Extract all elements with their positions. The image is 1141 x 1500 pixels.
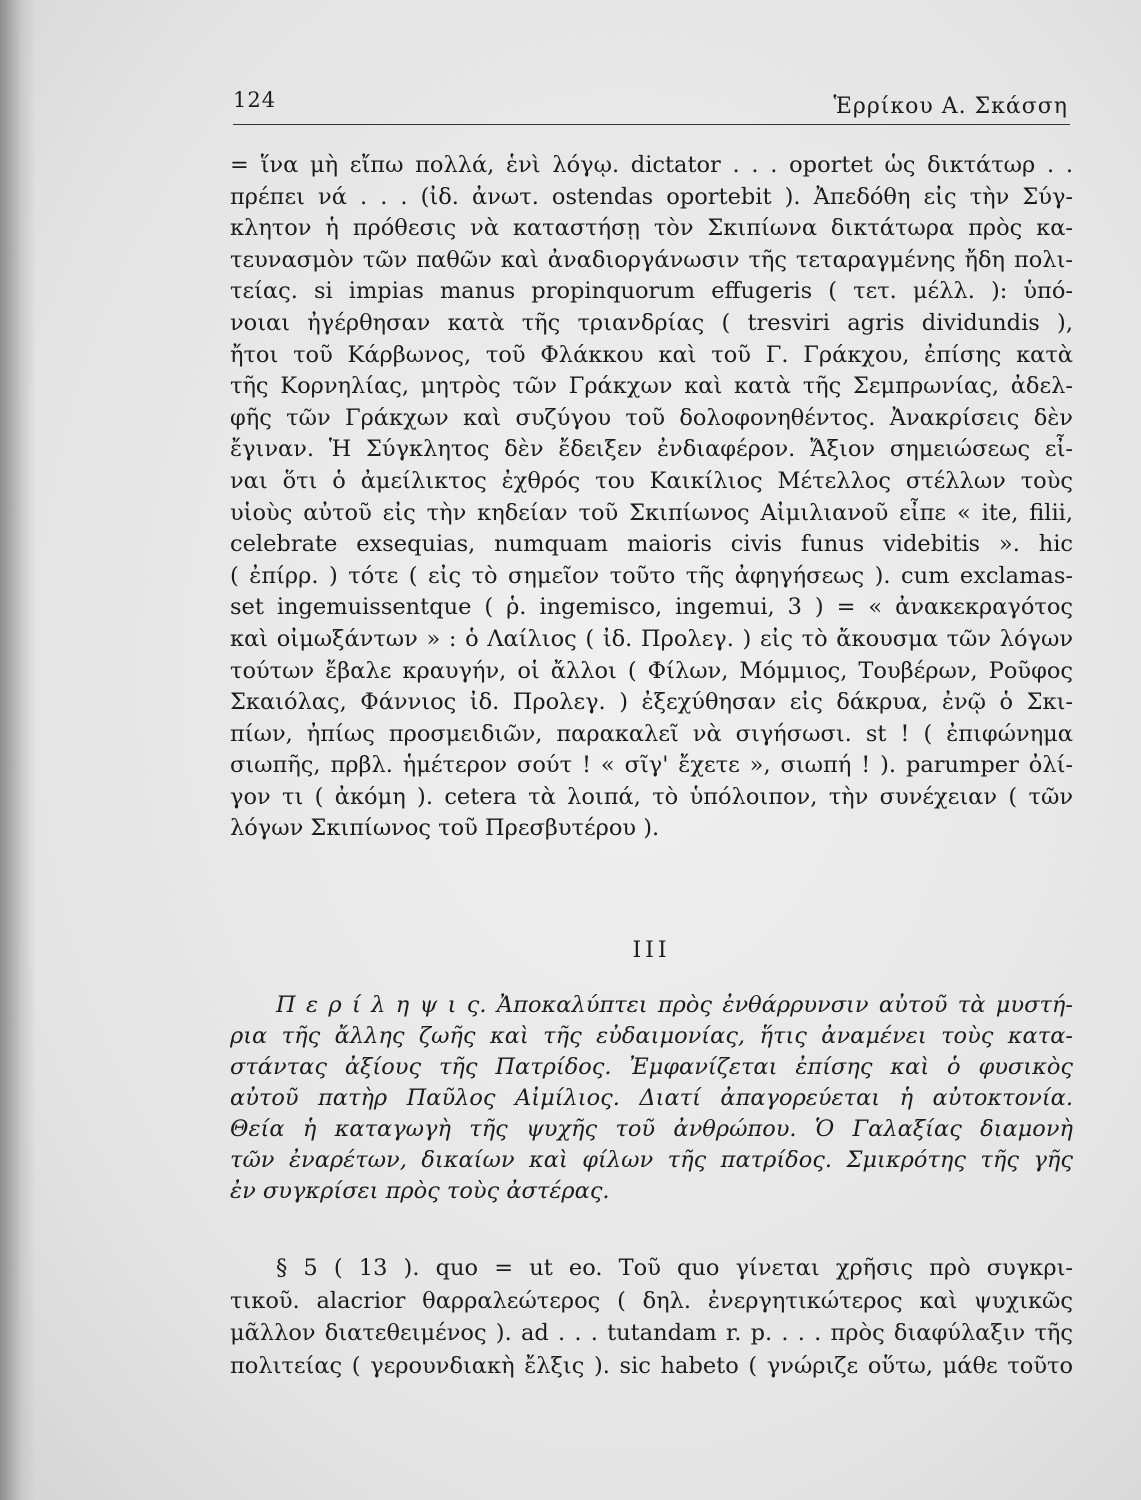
summary-line: αὐτοῦ πατὴρ Παῦλος Αἰμίλιος. Διατί ἀπαγορεύεται ἡ αὐτοκτονία. — [230, 1085, 1073, 1111]
text-line: σιωπῆς, πρβλ. ἡμέτερον σούτ ! « σῖγ' ἔχετε », σιωπή ! ). parumper ὀλί- — [230, 752, 1073, 779]
summary-line: Π ε ρ ί λ η ψ ι ς. Ἀποκαλύπτει πρὸς ἐνθάρρυνσιν αὐτοῦ τὰ μυστή- — [276, 992, 1073, 1018]
summary-line: τῶν ἐναρέτων, δικαίων καὶ φίλων τῆς πατρίδος. Σμικρότης τῆς γῆς — [230, 1147, 1073, 1173]
text-line: § 5 ( 13 ). quo = ut eo. Τοῦ quo γίνεται χρῆσις πρὸ συγκρι- — [276, 1255, 1073, 1281]
text-line: υἱοὺς αὐτοῦ εἰς τὴν κηδείαν τοῦ Σκιπίωνος Αἰμιλιανοῦ εἶπε « ite, filii, — [230, 499, 1073, 526]
text-line: πίων, ἠπίως προσμειδιῶν, παρακαλεῖ νὰ σιγήσωσι. st ! ( ἐπιφώνημα — [230, 720, 1073, 747]
text-line: ναι ὅτι ὁ ἀμείλικτος ἐχθρός του Καικίλιος Μέτελλος στέλλων τοὺς — [230, 467, 1073, 494]
text-line: μᾶλλον διατεθειμένος ). ad . . . tutandam r. p. . . . πρὸς διαφύλαξιν τῆς — [230, 1320, 1073, 1346]
text-line: set ingemuissentque ( ῥ. ingemisco, ingemui, 3 ) = « ἀνακεκραγότος — [230, 594, 1073, 621]
text-line: τῆς Κορνηλίας, μητρὸς τῶν Γράκχων καὶ κατὰ τῆς Σεμπρωνίας, ἀδελ- — [230, 373, 1073, 400]
text-line: καὶ οἰμωξάντων » : ὁ Λαίλιος ( ἰδ. Προλεγ. ) εἰς τὸ ἄκουσμα τῶν λόγων — [230, 625, 1073, 652]
section-heading: III — [632, 938, 671, 963]
text-line: τευνασμὸν τῶν παθῶν καὶ ἀναδιοργάνωσιν τῆς τεταραγμένης ἤδη πολι- — [230, 246, 1073, 273]
text-line: celebrate exsequias, numquam maioris civis funus videbitis ». hic — [230, 531, 1073, 558]
summary-line: ἐν συγκρίσει πρὸς τοὺς ἀστέρας. — [230, 1178, 610, 1204]
text-line: = ἵνα μὴ εἴπω πολλά, ἑνὶ λόγῳ. dictator . . . oportet ὡς δικτάτωρ . . — [230, 152, 1073, 178]
text-line: κλητον ἡ πρόθεσις νὰ καταστήσῃ τὸν Σκιπίωνα δικτάτωρα πρὸς κα- — [230, 215, 1073, 242]
summary-line: στάντας ἀξίους τῆς Πατρίδος. Ἐμφανίζεται ἐπίσης καὶ ὁ φυσικὸς — [230, 1054, 1073, 1080]
text-line: τικοῦ. alacrior θαρραλεώτερος ( δηλ. ἐνεργητικώτερος καὶ ψυχικῶς — [230, 1287, 1073, 1314]
binding-shadow — [0, 0, 36, 1500]
page-header — [233, 84, 1070, 125]
text-line: ἤτοι τοῦ Κάρβωνος, τοῦ Φλάκκου καὶ τοῦ Γ. Γράκχου, ἐπίσης κατὰ — [230, 341, 1073, 368]
commentary-paragraph — [230, 150, 1073, 845]
running-head: Ἑρρίκου Α. Σκάσση — [833, 94, 1068, 119]
text-line: τείας. si impias manus propinquorum effugeris ( τετ. μέλλ. ): ὑπό- — [230, 278, 1073, 305]
text-line: Σκαιόλας, Φάννιος ἰδ. Προλεγ. ) ἐξεχύθησαν εἰς δάκρυα, ἐνῷ ὁ Σκι- — [230, 689, 1073, 716]
text-line: πρέπει νά . . . (ἰδ. ἀνωτ. ostendas oportebit ). Ἀπεδόθη εἰς τὴν Σύγ- — [230, 183, 1073, 210]
summary-paragraph — [230, 990, 1073, 1207]
summary-line: ρια τῆς ἄλλης ζωῆς καὶ τῆς εὐδαιμονίας, ἥτις ἀναμένει τοὺς κατα- — [230, 1023, 1073, 1049]
text-line: γον τι ( ἀκόμη ). cetera τὰ λοιπά, τὸ ὑπόλοιπον, τὴν συνέχειαν ( τῶν — [230, 783, 1073, 810]
text-line: τούτων ἔβαλε κραυγήν, οἱ ἄλλοι ( Φίλων, Μόμμιος, Τουβέρων, Ροῦφος — [230, 657, 1073, 684]
text-line: πολιτείας ( γερουνδιακὴ ἔλξις ). sic habeto ( γνώριζε οὕτω, μάθε τοῦτο — [230, 1352, 1073, 1379]
section-5-paragraph — [230, 1252, 1073, 1382]
summary-line: Θεία ἡ καταγωγὴ τῆς ψυχῆς τοῦ ἀνθρώπου. Ὁ Γαλαξίας διαμονὴ — [230, 1116, 1073, 1142]
text-line: λόγων Σκιπίωνος τοῦ Πρεσβυτέρου ). — [230, 815, 660, 842]
text-line: ἔγιναν. Ἡ Σύγκλητος δὲν ἔδειξεν ἐνδιαφέρον. Ἄξιον σημειώσεως εἶ- — [230, 436, 1073, 463]
text-line: ( ἐπίρρ. ) τότε ( εἰς τὸ σημεῖον τοῦτο τῆς ἀφηγήσεως ). cum exclamas- — [230, 562, 1073, 589]
page-number: 124 — [233, 88, 277, 112]
text-line: φῆς τῶν Γράκχων καὶ συζύγου τοῦ δολοφονηθέντος. Ἀνακρίσεις δὲν — [230, 404, 1073, 431]
text-line: νοιαι ἠγέρθησαν κατὰ τῆς τριανδρίας ( tresviri agris dividundis ), — [230, 309, 1073, 336]
